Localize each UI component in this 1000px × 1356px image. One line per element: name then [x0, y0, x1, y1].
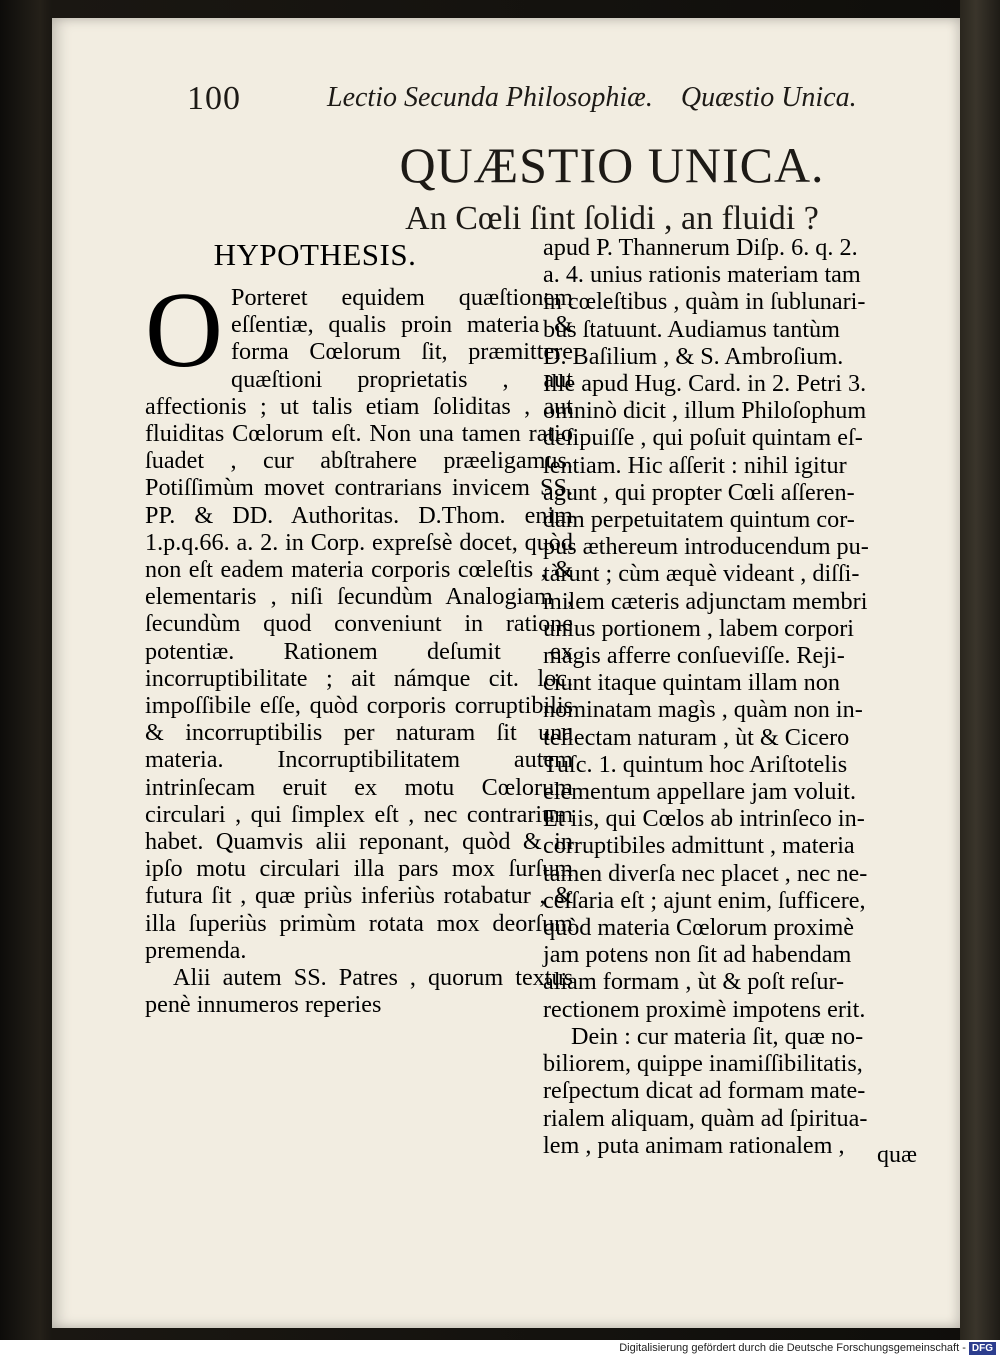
text-line: Dein : cur materia ſit, quæ no- [571, 1022, 864, 1050]
text-line: rialem aliquam, quàm ad ſpiritua- [543, 1104, 868, 1132]
page-subtitle: An Cœli ſint ſolidi , an fluidi ? [405, 200, 819, 237]
text-line: pus æthereum introducendum pu- [543, 533, 869, 561]
paragraph: Alii autem SS. Patres , quorum textus penè innumeros reperies [145, 964, 573, 1019]
page-number: 100 [187, 80, 241, 117]
text-line: biliorem, quippe inamiſſibilitatis, [543, 1050, 863, 1078]
footer-text: Digitalisierung gefördert durch die Deutsche Forschungsgemeinschaft - [619, 1342, 966, 1354]
catchword: quæ [877, 1142, 918, 1168]
text-line: rectionem proximè impotens erit. [543, 995, 866, 1023]
running-head-left: Lectio Secunda Philosophiæ. [327, 82, 653, 113]
text-line: magis afferre conſueviſſe. Reji- [543, 642, 845, 670]
page-title: QUÆSTIO UNICA. [399, 137, 825, 193]
running-head [327, 82, 857, 114]
left-column [145, 234, 573, 1018]
text-line: deſipuiſſe , qui poſuit quintam eſ- [543, 424, 863, 452]
text-line: reſpectum dicat ad formam mate- [543, 1077, 866, 1105]
text-line: tellectam naturam , ùt & Cicero [543, 723, 850, 751]
text-line: ciunt itaque quintam illam non [543, 669, 840, 697]
text-line: Tuſc. 1. quintum hoc Ariſtotelis [543, 750, 848, 778]
text-line: unius portionem , labem corpori [543, 614, 855, 642]
text-line: tàrunt ; cùm æquè videant , diſſi- [543, 560, 860, 588]
text-line: omninò dicit , illum Philoſophum [543, 397, 867, 425]
text-line: milem cæteris adjunctam membri [543, 587, 868, 615]
facing-page-edge [960, 0, 1000, 1340]
text-line: jam potens non ſit ad habendam [543, 941, 852, 969]
running-head-right: Quæstio Unica. [680, 82, 857, 113]
text-line: ſentiam. Hic aſſerit : nihil igitur [543, 451, 847, 479]
text-line: quòd materia Cœlorum proximè [543, 914, 855, 942]
text-line: a. 4. unius rationis materiam tam [543, 261, 861, 289]
text-line: apud P. Thannerum Diſp. 6. q. 2. [543, 234, 858, 261]
text-line: Ille apud Hug. Card. in 2. Petri 3. [543, 370, 867, 398]
text-line: dam perpetuitatem quintum cor- [543, 506, 855, 534]
text-line: Et iis, qui Cœlos ab intrinſeco in- [543, 805, 865, 833]
text-line: D. Baſilium , & S. Ambroſium. [543, 342, 844, 370]
text-line: in cœleſtibus , quàm in ſublunari- [543, 288, 866, 316]
text-line: aliam formam , ùt & poſt reſur- [543, 968, 845, 996]
text-line: elementum appellare jam voluit. [543, 778, 856, 806]
text-line: nominatam magìs , quàm non in- [543, 696, 863, 724]
text-line: tamen diverſa nec placet , nec ne- [543, 859, 868, 887]
dfg-logo: DFG [969, 1342, 996, 1355]
text-line: bus ſtatuunt. Audiamus tantùm [543, 315, 840, 343]
paragraph-text: Porteret equidem quæſtionem eſſentiæ, qualis proin materia & forma Cœlorum ſit, præmittere quæſtioni proprietatis , aut affectionis ; ut talis etiam ſoliditas , aut fluiditas Cœlorum eſt. Non una tamen ratio ſuadet , cur abſtrahere præeligamus. Potiſſimùm movet contrarians invicem SS. PP. & DD. Authoritas. D.Thom. enim 1.p.q.66. a. 2. in Corp. expreſsè docet, quòd non eſt eadem materia corporis cœleſtis , & elementaris , niſi ſecundùm Analogiam , ſecundùm quod conveniunt in ratione potentiæ. Rationem deſumit ex incorruptibilitate ; ait námque cit. loc. impoſſibile eſſe, quòd corporis corruptibilis & incorruptibilis per naturam ſit una materia. Incorruptibilitatem autem intrinſecam eruit ex motu Cœlorum circulari , qui ſimplex eſt , nec contrarium habet. Quamvis alii reponant, quòd & in ipſo motu circulari illa pars mox ſurſum futura ſit , quæ priùs inferiùs rotabatur , & illa ſuperiùs primùm rotata mox deorſum premenda. [145, 284, 573, 964]
drop-cap: O [145, 271, 223, 390]
text-line: ceſſaria eſt ; ajunt enim, ſufficere, [543, 886, 866, 914]
paragraph [145, 271, 573, 964]
text-line: lem , puta animam rationalem , [543, 1131, 845, 1159]
right-column [543, 234, 915, 1159]
text-line: corruptibiles admittunt , materia [543, 832, 855, 860]
digitization-footer [0, 1340, 1000, 1356]
section-heading: HYPOTHESIS. [213, 237, 417, 272]
text-line: agunt , qui propter Cœli aſſeren- [543, 478, 855, 506]
